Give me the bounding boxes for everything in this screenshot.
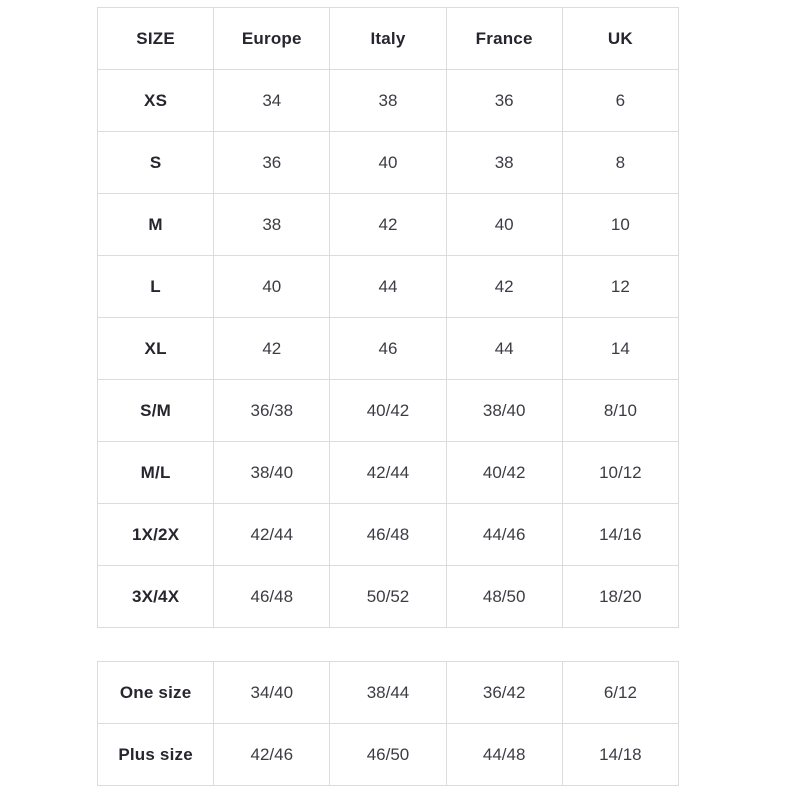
table-row: [98, 380, 679, 442]
size-value: 8/10: [562, 380, 678, 442]
size-value: 46/48: [214, 566, 330, 628]
size-value: 34/40: [214, 662, 330, 724]
size-value: 36: [446, 70, 562, 132]
special-sizes-table: [97, 661, 679, 786]
size-value: 40/42: [446, 442, 562, 504]
size-value: 44: [446, 318, 562, 380]
size-value: 46/50: [330, 724, 446, 786]
table-row: [98, 442, 679, 504]
size-value: 38: [330, 70, 446, 132]
size-value: 36/38: [214, 380, 330, 442]
special-sizes-body: [98, 662, 679, 786]
size-value: 38: [446, 132, 562, 194]
size-value: 36/42: [446, 662, 562, 724]
column-header-uk: UK: [562, 8, 678, 70]
size-label: One size: [98, 662, 214, 724]
size-value: 8: [562, 132, 678, 194]
size-value: 12: [562, 256, 678, 318]
table-row: [98, 724, 679, 786]
size-value: 40: [446, 194, 562, 256]
size-value: 10/12: [562, 442, 678, 504]
table-row: [98, 132, 679, 194]
column-header-italy: Italy: [330, 8, 446, 70]
table-row: [98, 194, 679, 256]
size-value: 48/50: [446, 566, 562, 628]
size-value: 40: [214, 256, 330, 318]
size-label: M/L: [98, 442, 214, 504]
size-label: M: [98, 194, 214, 256]
column-header-france: France: [446, 8, 562, 70]
size-table-header: [98, 8, 679, 70]
table-row: [98, 504, 679, 566]
column-header-size: SIZE: [98, 8, 214, 70]
size-value: 6/12: [562, 662, 678, 724]
size-value: 34: [214, 70, 330, 132]
size-value: 38/40: [214, 442, 330, 504]
column-header-europe: Europe: [214, 8, 330, 70]
size-value: 42: [214, 318, 330, 380]
size-label: 3X/4X: [98, 566, 214, 628]
size-value: 38: [214, 194, 330, 256]
header-row: [98, 8, 679, 70]
size-value: 18/20: [562, 566, 678, 628]
size-label: S: [98, 132, 214, 194]
table-row: [98, 566, 679, 628]
size-value: 14/18: [562, 724, 678, 786]
size-value: 42/46: [214, 724, 330, 786]
size-value: 44/46: [446, 504, 562, 566]
table-row: [98, 70, 679, 132]
size-label: XS: [98, 70, 214, 132]
size-value: 38/44: [330, 662, 446, 724]
size-value: 46/48: [330, 504, 446, 566]
size-label: L: [98, 256, 214, 318]
size-value: 44/48: [446, 724, 562, 786]
size-value: 6: [562, 70, 678, 132]
size-value: 14: [562, 318, 678, 380]
size-label: XL: [98, 318, 214, 380]
size-label: Plus size: [98, 724, 214, 786]
size-value: 42: [330, 194, 446, 256]
table-row: [98, 318, 679, 380]
table-row: [98, 662, 679, 724]
size-value: 42/44: [214, 504, 330, 566]
size-table-body: [98, 70, 679, 628]
size-value: 46: [330, 318, 446, 380]
size-value: 38/40: [446, 380, 562, 442]
size-value: 40/42: [330, 380, 446, 442]
size-value: 42/44: [330, 442, 446, 504]
size-value: 42: [446, 256, 562, 318]
table-row: [98, 256, 679, 318]
size-value: 44: [330, 256, 446, 318]
size-value: 36: [214, 132, 330, 194]
size-value: 14/16: [562, 504, 678, 566]
size-value: 10: [562, 194, 678, 256]
size-conversion-table: [97, 7, 679, 628]
size-value: 50/52: [330, 566, 446, 628]
size-label: 1X/2X: [98, 504, 214, 566]
size-value: 40: [330, 132, 446, 194]
size-label: S/M: [98, 380, 214, 442]
